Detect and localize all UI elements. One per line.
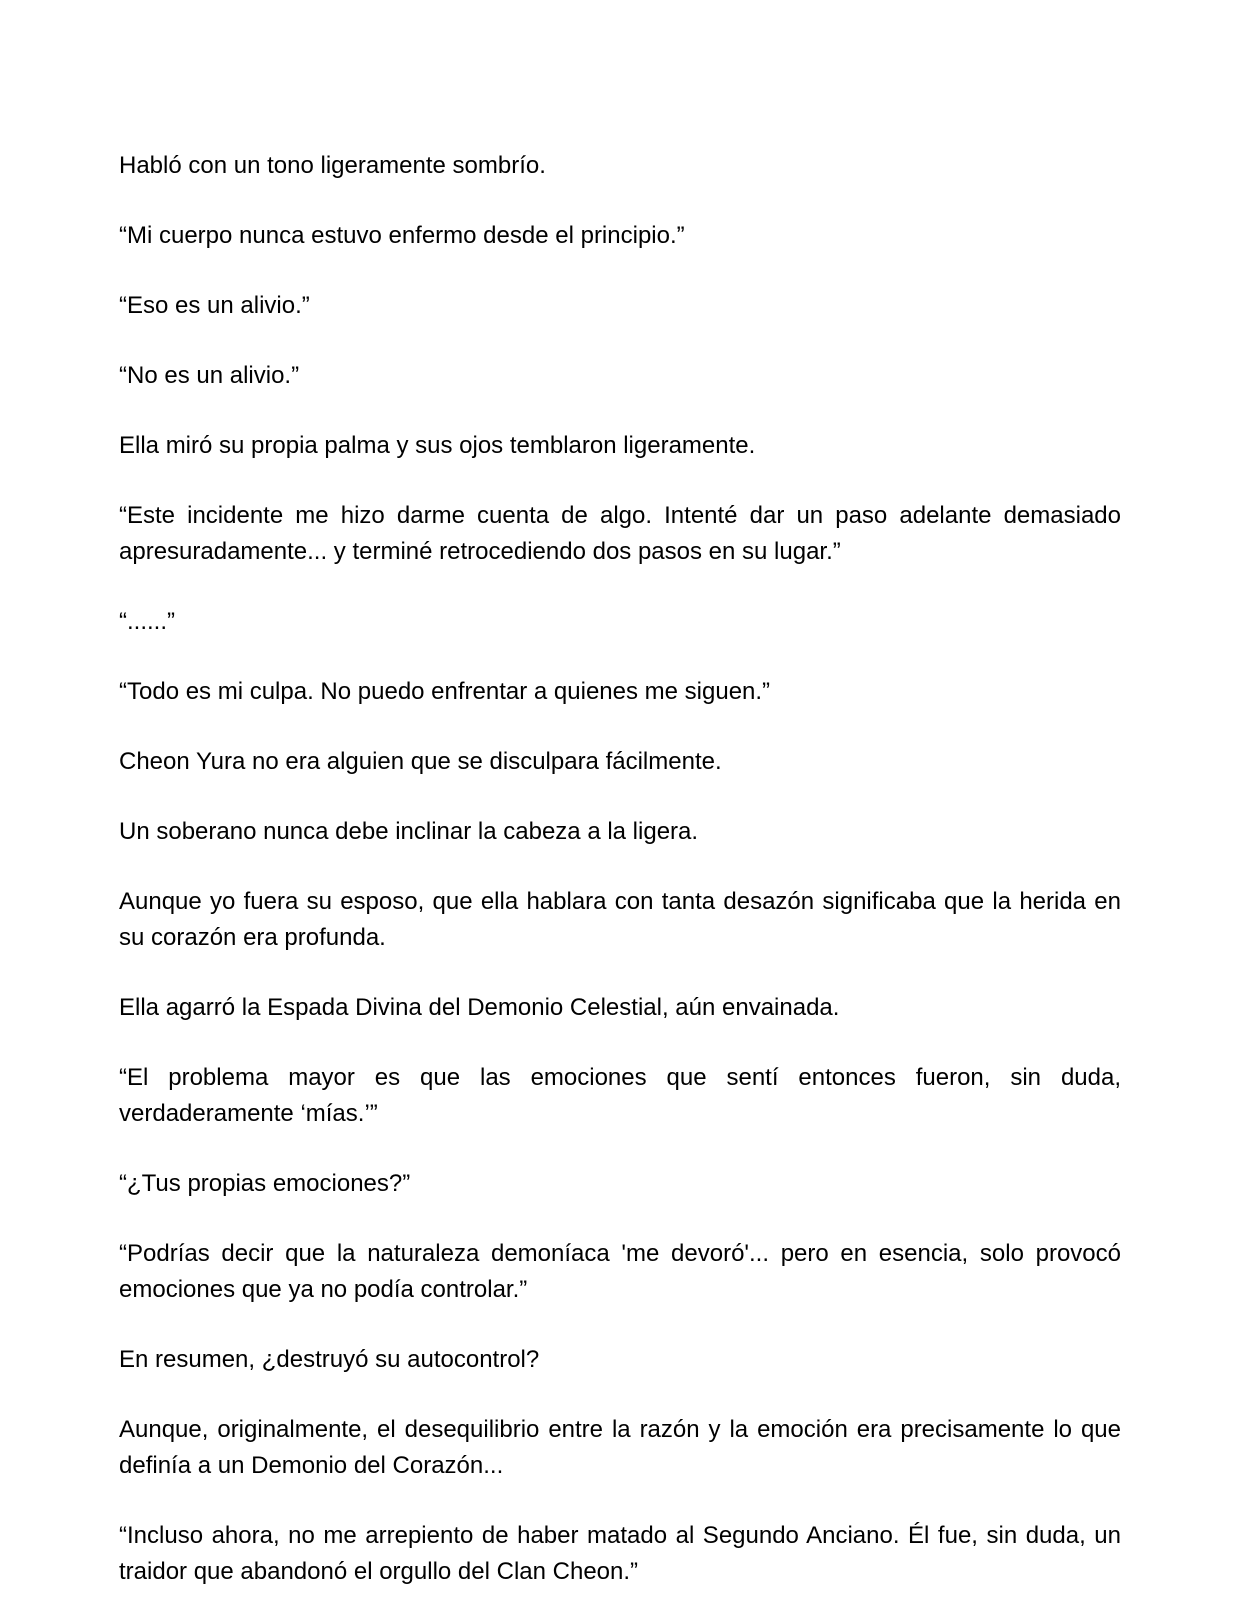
paragraph: “Eso es un alivio.” bbox=[119, 292, 310, 319]
document-page bbox=[119, 148, 1121, 1624]
paragraph: “No es un alivio.” bbox=[119, 362, 300, 389]
paragraph: “......” bbox=[119, 608, 175, 635]
paragraph: “Todo es mi culpa. No puedo enfrentar a quienes me siguen.” bbox=[119, 678, 771, 705]
paragraph: Habló con un tono ligeramente sombrío. bbox=[119, 152, 546, 179]
paragraph: Un soberano nunca debe inclinar la cabeza a la ligera. bbox=[119, 818, 699, 845]
paragraph: “Podrías decir que la naturaleza demoníaca 'me devoró'... pero en esencia, solo provocó emociones que ya no podía controlar.” bbox=[119, 1240, 1121, 1303]
paragraph: Cheon Yura no era alguien que se disculpara fácilmente. bbox=[119, 748, 722, 775]
paragraph: En resumen, ¿destruyó su autocontrol? bbox=[119, 1346, 540, 1373]
paragraph: Ella miró su propia palma y sus ojos temblaron ligeramente. bbox=[119, 432, 756, 459]
paragraph: Aunque yo fuera su esposo, que ella hablara con tanta desazón significaba que la herida en su corazón era profunda. bbox=[119, 888, 1121, 951]
paragraph: “Este incidente me hizo darme cuenta de algo. Intenté dar un paso adelante demasiado apresuradamente... y terminé retrocediendo dos pasos en su lugar.” bbox=[119, 502, 1121, 565]
paragraph: “Mi cuerpo nunca estuvo enfermo desde el principio.” bbox=[119, 222, 685, 249]
paragraph: “Incluso ahora, no me arrepiento de haber matado al Segundo Anciano. Él fue, sin duda, un traidor que abandonó el orgullo del Clan Cheon.” bbox=[119, 1522, 1121, 1585]
paragraph: Aunque, originalmente, el desequilibrio entre la razón y la emoción era precisamente lo que definía a un Demonio del Corazón... bbox=[119, 1416, 1121, 1479]
paragraph: Ella agarró la Espada Divina del Demonio Celestial, aún envainada. bbox=[119, 994, 840, 1021]
paragraph: “¿Tus propias emociones?” bbox=[119, 1170, 411, 1197]
paragraph: “El problema mayor es que las emociones que sentí entonces fueron, sin duda, verdaderamente ‘mías.’” bbox=[119, 1064, 1121, 1127]
